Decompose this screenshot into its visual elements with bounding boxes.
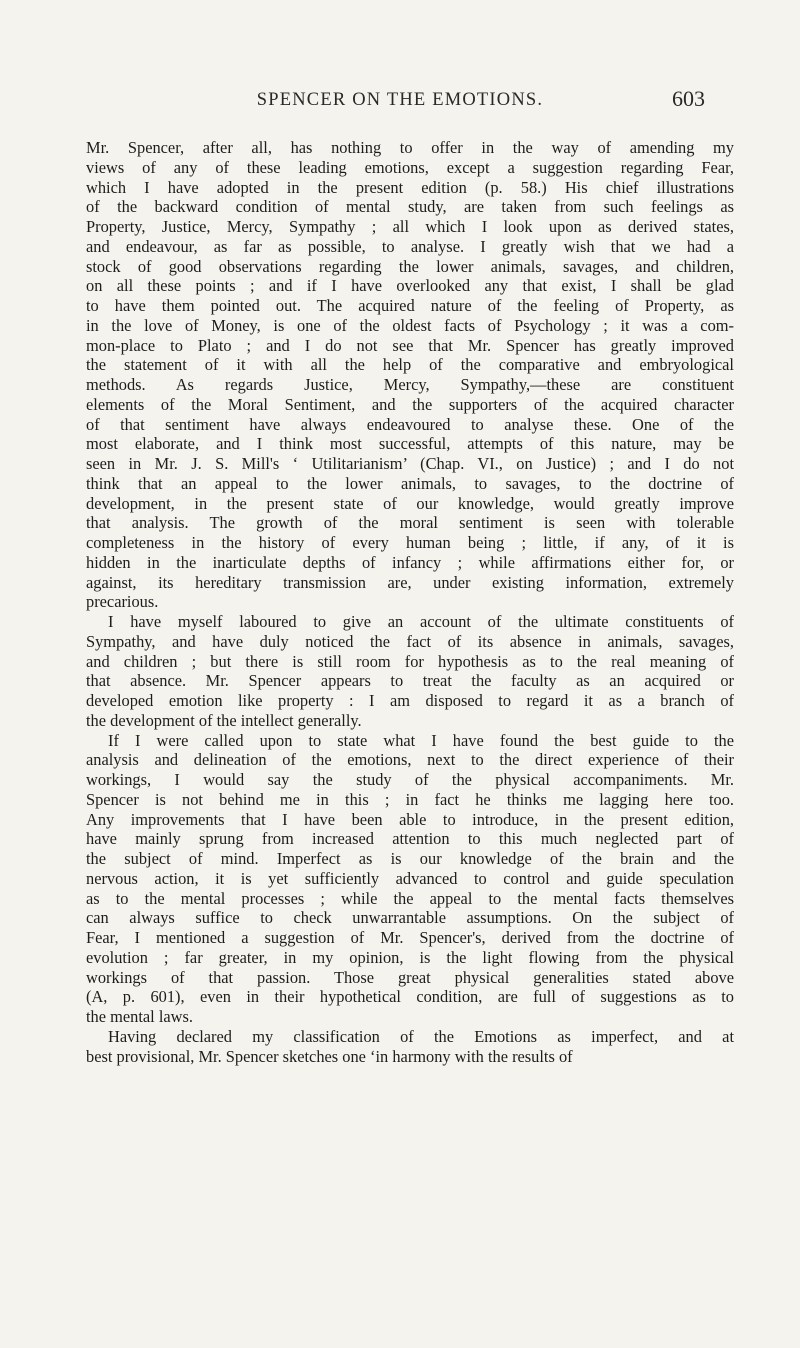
text-line: and children ; but there is still room for hypothesis as to the real meaning of	[86, 651, 734, 671]
text-line: analysis and delineation of the emotions, next to the direct experience of their	[86, 750, 734, 770]
text-line: nervous action, it is yet sufficiently advanced to control and guide speculation	[86, 868, 734, 888]
text-line: to have them pointed out. The acquired nature of the feeling of Property, as	[86, 296, 734, 315]
text-line: of that sentiment have always endeavoured to analyse these. One of the	[86, 414, 734, 434]
text-line: most elaborate, and I think most successful, attempts of this nature, may be	[86, 434, 734, 454]
text-line: seen in Mr. J. S. Mill's ‘ Utilitarianism’ (Chap. VI., on Justice) ; and I do not	[86, 454, 734, 473]
text-line: development, in the present state of our knowledge, would greatly improve	[86, 493, 734, 513]
text-line: hidden in the inarticulate depths of infancy ; while affirmations either for, or	[86, 552, 734, 572]
text-line: precarious.	[86, 592, 159, 612]
text-line: Sympathy, and have duly noticed the fact of its absence in animals, savages,	[86, 631, 734, 651]
text-line: Spencer is not behind me in this ; in fact he thinks me lagging here too.	[86, 789, 734, 809]
text-line: that analysis. The growth of the moral sentiment is seen with tolerable	[86, 513, 734, 533]
text-line: Any improvements that I have been able to introduce, in the present edition,	[86, 809, 734, 829]
text-line: (A, p. 601), even in their hypothetical condition, are full of suggestions as to	[86, 987, 734, 1007]
text-line: methods. As regards Justice, Mercy, Sympathy,—these are constituent	[86, 375, 734, 394]
text-line: Mr. Spencer, after all, has nothing to offer in the way of amending my	[86, 138, 734, 157]
text-line: elements of the Moral Sentiment, and the supporters of the acquired character	[86, 394, 734, 414]
text-line: the mental laws.	[86, 1007, 193, 1026]
text-line: against, its hereditary transmission are, under existing information, extremely	[86, 572, 734, 592]
text-line: have mainly sprung from increased attention to this much neglected part of	[86, 829, 734, 849]
text-line: mon-place to Plato ; and I do not see that Mr. Spencer has greatly improved	[86, 335, 734, 355]
text-line: the statement of it with all the help of the comparative and embryological	[86, 355, 734, 375]
paragraph-start-line: Having declared my classification of the Emotions as imperfect, and at	[108, 1026, 734, 1046]
running-head	[0, 88, 800, 118]
paragraph-start-line: If I were called upon to state what I have found the best guide to the	[108, 730, 734, 750]
text-line: which I have adopted in the present edition (p. 58.) His chief illustrations	[86, 177, 734, 197]
text-line: that absence. Mr. Spencer appears to treat the faculty as an acquired or	[86, 671, 734, 691]
text-line: stock of good observations regarding the lower animals, savages, and children,	[86, 256, 734, 276]
text-line: views of any of these leading emotions, except a suggestion regarding Fear,	[86, 157, 734, 177]
text-line: and endeavour, as far as possible, to analyse. I greatly wish that we had a	[86, 236, 734, 256]
text-line: the subject of mind. Imperfect as is our knowledge of the brain and the	[86, 849, 734, 868]
paragraph-start-line: I have myself laboured to give an account of the ultimate constituents of	[108, 612, 734, 631]
text-line: think that an appeal to the lower animals, to savages, to the doctrine of	[86, 473, 734, 493]
text-line: the development of the intellect generally.	[86, 710, 362, 730]
text-line: Fear, I mentioned a suggestion of Mr. Spencer's, derived from the doctrine of	[86, 928, 734, 947]
body-text	[86, 138, 734, 1066]
text-line: on all these points ; and if I have overlooked any that exist, I shall be glad	[86, 276, 734, 296]
text-line: evolution ; far greater, in my opinion, is the light flowing from the physical	[86, 947, 734, 967]
text-line: as to the mental processes ; while the appeal to the mental facts themselves	[86, 888, 734, 908]
text-line: Property, Justice, Mercy, Sympathy ; all which I look upon as derived states,	[86, 217, 734, 236]
page-number: 603	[672, 86, 705, 111]
text-line: developed emotion like property : I am disposed to regard it as a branch of	[86, 691, 734, 710]
text-line: in the love of Money, is one of the oldest facts of Psychology ; it was a com-	[86, 315, 734, 335]
text-line: workings of that passion. Those great physical generalities stated above	[86, 967, 734, 987]
text-line: can always suffice to check unwarrantable assumptions. On the subject of	[86, 908, 734, 928]
text-line: best provisional, Mr. Spencer sketches one ‘in harmony with the results of	[86, 1046, 573, 1066]
running-head-title: SPENCER ON THE EMOTIONS.	[256, 90, 544, 110]
text-line: completeness in the history of every human being ; little, if any, of it is	[86, 533, 734, 552]
text-line: of the backward condition of mental study, are taken from such feelings as	[86, 197, 734, 217]
text-line: workings, I would say the study of the physical accompaniments. Mr.	[86, 770, 734, 789]
